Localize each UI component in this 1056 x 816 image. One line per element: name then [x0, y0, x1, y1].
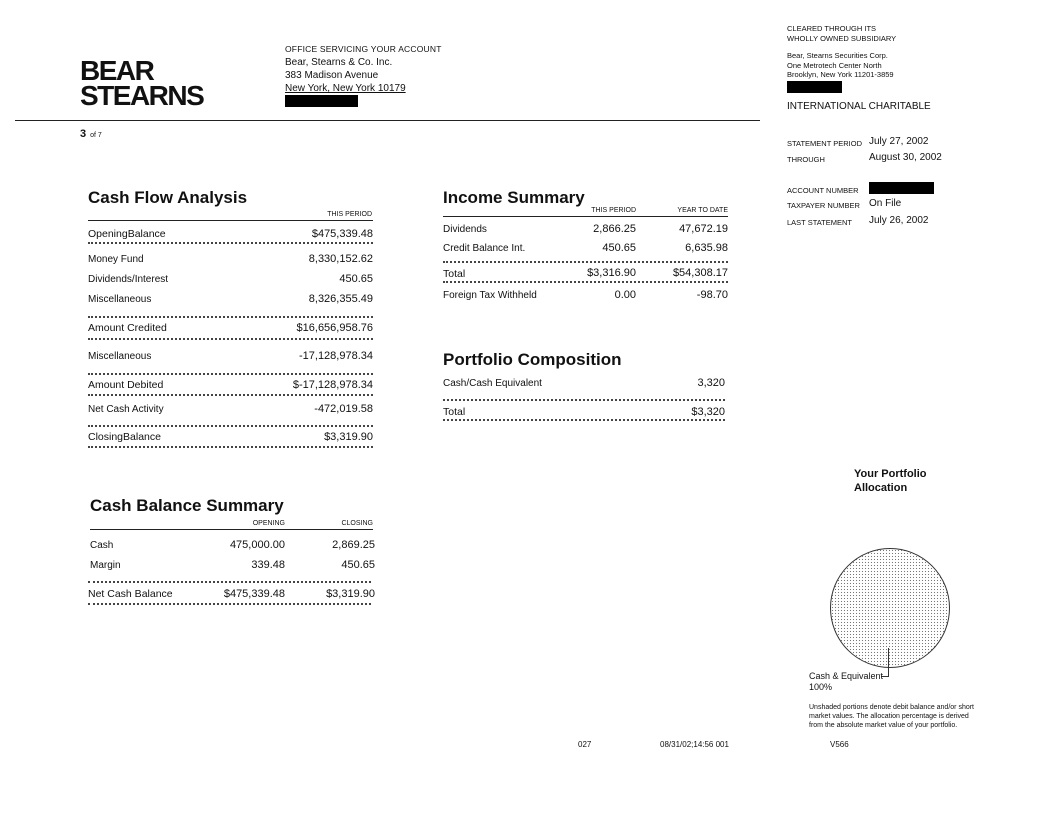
cash-balance-heading: Cash Balance Summary [90, 496, 284, 515]
cash-balance-col-opening: OPENING [252, 520, 285, 527]
foreign-tax-ytd: -98.70 [696, 289, 728, 301]
pie-slice-name: Cash & Equivalent [809, 671, 884, 681]
account-name: INTERNATIONAL CHARITABLE [787, 101, 931, 112]
opening-balance-label: OpeningBalance [88, 228, 166, 240]
cash-flow-heading: Cash Flow Analysis [88, 188, 248, 207]
amount-debited-value: $-17,128,978.34 [292, 379, 373, 391]
office-heading: OFFICE SERVICING YOUR ACCOUNT [285, 44, 442, 54]
clearing-info [787, 24, 1007, 95]
statement-period-value: July 27, 2002 [869, 136, 929, 147]
allocation-title-line-2: Allocation [854, 482, 908, 494]
miscellaneous-value: 8,326,355.49 [308, 293, 373, 305]
income-dividends-label: Dividends [443, 224, 487, 235]
divider [88, 603, 371, 605]
footer-timestamp: 08/31/02;14:56 001 [660, 740, 729, 749]
income-col-this-period: THIS PERIOD [591, 207, 636, 214]
logo-line-1: BEAR [80, 55, 154, 86]
taxpayer-value: On File [869, 198, 902, 209]
net-cash-balance-opening: $475,339.48 [223, 588, 285, 600]
foreign-tax-label: Foreign Tax Withheld [443, 290, 537, 301]
page-number: 3 [80, 128, 87, 140]
office-street: 383 Madison Avenue [285, 70, 379, 81]
last-statement-value: July 26, 2002 [869, 215, 929, 226]
pie-slice-label [809, 671, 883, 693]
cash-balance-col-closing: CLOSING [341, 520, 373, 527]
divider [443, 419, 725, 421]
logo-line-2: STEARNS [80, 80, 204, 111]
redaction-box [787, 81, 842, 93]
miscellaneous-label: Miscellaneous [88, 294, 152, 305]
divider [88, 425, 373, 427]
cash-opening: 475,000.00 [229, 539, 285, 551]
income-summary-title [443, 188, 585, 208]
allocation-note-line-3: from the absolute market value of your portfolio. [809, 722, 958, 729]
income-dividends-this-period: 2,866.25 [593, 223, 636, 235]
redaction-box [285, 95, 358, 107]
money-fund-label: Money Fund [88, 254, 144, 265]
margin-label: Margin [90, 560, 121, 571]
divider [88, 373, 373, 375]
clearing-line-2: WHOLLY OWNED SUBSIDIARY [787, 33, 897, 43]
divider [443, 216, 728, 217]
margin-opening: 339.48 [251, 559, 285, 571]
closing-balance-value: $3,319.90 [324, 431, 373, 443]
office-city: New York, New York 10179 [285, 83, 406, 94]
portfolio-composition-heading: Portfolio Composition [443, 350, 622, 369]
divider [90, 529, 373, 530]
clearing-street: One Metrotech Center North [787, 60, 882, 70]
portfolio-total-label: Total [443, 406, 466, 418]
net-cash-balance-closing: $3,319.90 [326, 588, 375, 600]
net-cash-activity-value: -472,019.58 [314, 403, 373, 415]
divider [88, 338, 373, 340]
credit-balance-ytd: 6,635.98 [685, 242, 728, 254]
allocation-title [854, 467, 927, 495]
cash-label: Cash [90, 540, 114, 551]
account-number-label: ACCOUNT NUMBER [787, 186, 859, 195]
page-of: of 7 [90, 132, 102, 139]
header-rule [15, 120, 760, 121]
allocation-title-line-1: Your Portfolio [854, 468, 927, 480]
allocation-note-line-1: Unshaded portions denote debit balance and/or short [809, 704, 975, 711]
through-label: THROUGH [787, 155, 825, 164]
portfolio-total-value: $3,320 [691, 406, 725, 418]
income-total-label: Total [443, 268, 466, 280]
divider [443, 399, 725, 401]
office-name: Bear, Stearns & Co. Inc. [285, 57, 393, 68]
margin-closing: 450.65 [341, 559, 375, 571]
divider [88, 316, 373, 318]
pie-leader-line-vertical [888, 648, 889, 676]
cash-flow-col-header: THIS PERIOD [327, 211, 372, 218]
clearing-line-1: CLEARED THROUGH ITS [787, 24, 877, 33]
clearing-firm: Bear, Stearns Securities Corp. [787, 51, 888, 60]
divider [88, 581, 371, 583]
cash-closing: 2,869.25 [332, 539, 375, 551]
income-dividends-ytd: 47,672.19 [679, 223, 728, 235]
income-total-ytd: $54,308.17 [672, 267, 728, 279]
bear-stearns-logo [80, 55, 204, 111]
amount-debited-label: Amount Debited [88, 379, 164, 391]
office-address [285, 43, 442, 111]
income-summary-heading: Income Summary [443, 188, 585, 207]
income-total-this-period: $3,316.90 [587, 267, 636, 279]
divider [88, 242, 373, 244]
cash-balance-title [90, 496, 284, 516]
money-fund-value: 8,330,152.62 [308, 253, 373, 265]
allocation-note-line-2: market values. The allocation percentage is derived [809, 713, 969, 720]
credit-balance-this-period: 450.65 [602, 242, 636, 254]
through-value: August 30, 2002 [869, 152, 942, 163]
page-indicator [80, 128, 102, 140]
last-statement-label: LAST STATEMENT [787, 218, 853, 227]
taxpayer-label: TAXPAYER NUMBER [787, 201, 860, 210]
clearing-city: Brooklyn, New York 11201-3859 [787, 70, 894, 79]
opening-balance-value: $475,339.48 [311, 228, 373, 240]
divider [88, 446, 373, 448]
foreign-tax-this-period: 0.00 [614, 289, 636, 301]
credit-balance-label: Credit Balance Int. [443, 243, 526, 254]
cash-equivalent-label: Cash/Cash Equivalent [443, 378, 542, 389]
amount-credited-value: $16,656,958.76 [296, 322, 373, 334]
miscellaneous-debit-value: -17,128,978.34 [298, 350, 373, 362]
dividends-interest-label: Dividends/Interest [88, 274, 169, 285]
divider [443, 261, 728, 263]
divider [88, 220, 373, 221]
allocation-pie-chart [830, 548, 950, 668]
allocation-note [809, 703, 999, 730]
amount-credited-label: Amount Credited [88, 322, 167, 334]
pie-slice-percent: 100% [809, 682, 833, 692]
footer-code-2: V566 [830, 740, 849, 749]
divider [443, 281, 728, 283]
dividends-interest-value: 450.65 [339, 273, 373, 285]
portfolio-composition-title [443, 350, 621, 370]
miscellaneous-debit-label: Miscellaneous [88, 351, 152, 362]
statement-period-label: STATEMENT PERIOD [787, 139, 863, 148]
cash-equivalent-value: 3,320 [697, 377, 725, 389]
cash-flow-title [88, 188, 247, 208]
closing-balance-label: ClosingBalance [88, 431, 161, 443]
net-cash-balance-label: Net Cash Balance [88, 588, 173, 600]
footer-code-1: 027 [578, 740, 592, 749]
divider [88, 394, 373, 396]
account-number-redaction [869, 182, 934, 194]
net-cash-activity-label: Net Cash Activity [88, 404, 164, 415]
income-col-year-to-date: YEAR TO DATE [677, 207, 728, 214]
